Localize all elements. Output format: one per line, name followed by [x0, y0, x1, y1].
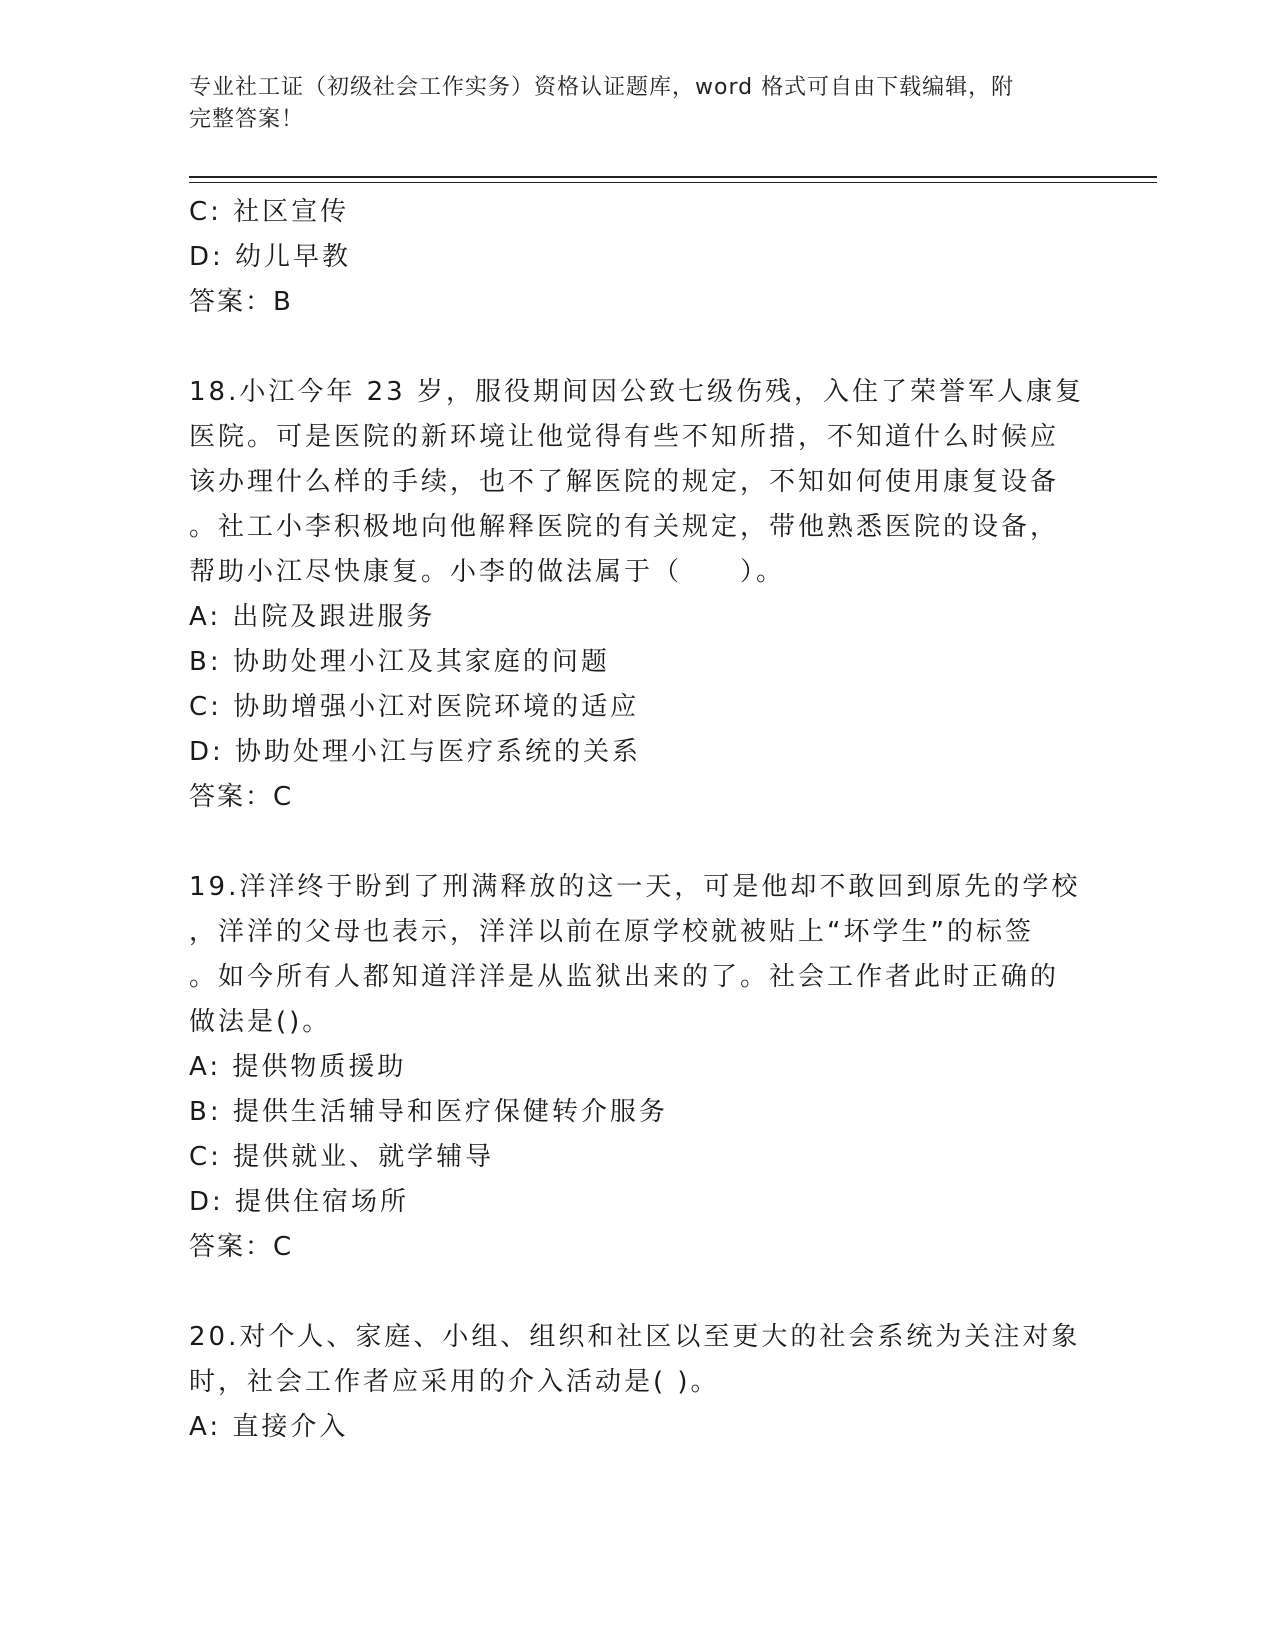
- question-text-line: 医院。可是医院的新环境让他觉得有些不知所措，不知道什么时候应: [189, 422, 1060, 452]
- option-b: B: 提供生活辅导和医疗保健转介服务: [189, 1097, 668, 1127]
- option-c: C: 社区宣传: [189, 197, 350, 227]
- question-20: [189, 1314, 1089, 1449]
- question-text-line: ，洋洋的父母也表示，洋洋以前在原学校就被贴上“坏学生”的标签: [189, 917, 1034, 947]
- option-a: A: 出院及跟进服务: [189, 602, 436, 632]
- question-text-line: 时，社会工作者应采用的介入活动是( )。: [189, 1367, 720, 1397]
- question-text-line: 。如今所有人都知道洋洋是从监狱出来的了。社会工作者此时正确的: [189, 962, 1060, 992]
- question-text-line: 18.小江今年 23 岁，服役期间因公致七级伤残，入住了荣誉军人康复: [189, 377, 1084, 407]
- header-line-2: 完整答案！: [189, 107, 305, 132]
- option-d: D: 幼儿早教: [189, 242, 352, 272]
- question-text-line: 该办理什么样的手续，也不了解医院的规定，不知如何使用康复设备: [189, 467, 1060, 497]
- question-text-line: 19.洋洋终于盼到了刑满释放的这一天，可是他却不敢回到原先的学校: [189, 872, 1081, 902]
- spacer: [189, 325, 1089, 369]
- header-line-1: 专业社工证（初级社会工作实务）资格认证题库，word 格式可自由下载编辑，附: [189, 75, 1015, 100]
- question-text-line: 。社工小李积极地向他解释医院的有关规定，带他熟悉医院的设备，: [189, 512, 1060, 542]
- question-text-line: 20.对个人、家庭、小组、组织和社区以至更大的社会系统为关注对象: [189, 1322, 1081, 1352]
- question-17-tail: [189, 189, 1089, 325]
- option-b: B: 协助处理小江及其家庭的问题: [189, 647, 610, 677]
- header-divider-thick: [189, 176, 1157, 178]
- option-d: D: 协助处理小江与医疗系统的关系: [189, 737, 642, 767]
- question-text-line: 做法是()。: [189, 1007, 332, 1037]
- question-18: [189, 369, 1089, 820]
- document-body: [189, 189, 1089, 1449]
- question-19: [189, 864, 1089, 1270]
- answer: 答案：B: [189, 287, 293, 317]
- document-header: [189, 72, 1089, 136]
- spacer: [189, 820, 1089, 864]
- option-d: D: 提供住宿场所: [189, 1187, 410, 1217]
- header-divider-thin: [189, 182, 1157, 183]
- option-c: C: 提供就业、就学辅导: [189, 1142, 495, 1172]
- option-a: A: 提供物质援助: [189, 1052, 407, 1082]
- answer: 答案：C: [189, 1232, 294, 1262]
- option-a: A: 直接介入: [189, 1412, 349, 1442]
- option-c: C: 协助增强小江对医院环境的适应: [189, 692, 640, 722]
- spacer: [189, 1270, 1089, 1314]
- question-text-line: 帮助小江尽快康复。小李的做法属于（ ）。: [189, 557, 786, 587]
- answer: 答案：C: [189, 782, 294, 812]
